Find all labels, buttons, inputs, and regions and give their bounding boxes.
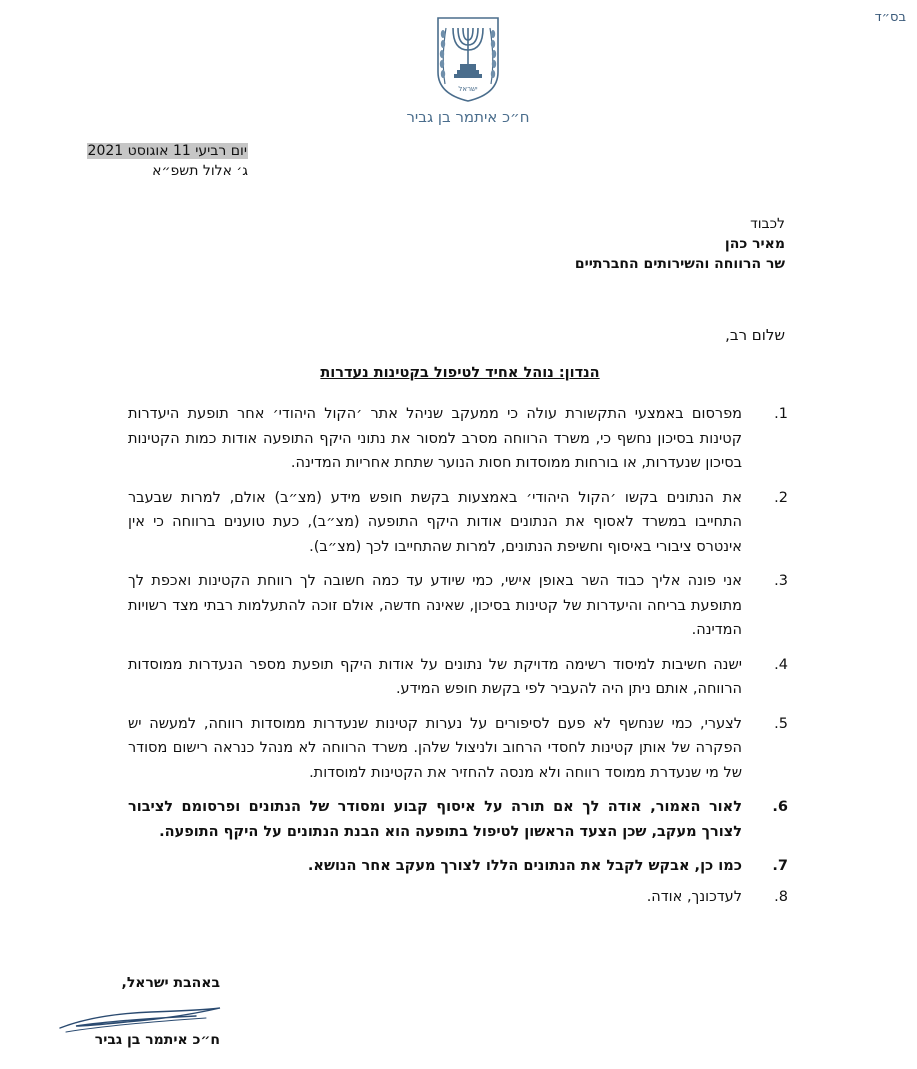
item-number: 8. — [774, 888, 788, 905]
item-text: ישנה חשיבות למיסוד רשימה מדויקת של נתונים על אודות היקף תופעת מספר הנעדרות ממוסדות הרווחה, אותם ניתן היה להעביר לפי בקשת חופש המידע. — [128, 656, 742, 697]
item-text: לצערי, כמי שנחשף לא פעם לסיפורים על נערות קטינות שנעדרות ממוסדות רווחה, למעשה יש הפקרה של אותן קטינות לחסדי הרחוב ולניצול שלהן. משרד הרווחה לא מנהל כנראה רישום מסודר של מי שנעדרת ממוסד רווחה ולא מנסה להחזיר את הקטינות למוסדות. — [128, 715, 742, 781]
item-text: כמו כן, אבקש לקבל את הנתונים הללו לצורך מעקב אחר הנושא. — [307, 858, 742, 874]
list-item — [128, 569, 788, 643]
list-item — [128, 653, 788, 702]
greeting: שלום רב, — [725, 326, 785, 344]
item-number: 7. — [772, 858, 788, 874]
menorah-emblem-icon — [432, 14, 504, 104]
date-gregorian: יום רביעי 11 אוגוסט 2021 — [87, 143, 247, 159]
date-block — [40, 141, 248, 181]
recipient-block — [185, 214, 785, 274]
item-text: לאור האמור, אודה לך אם תורה על איסוף קבוע ומסודר של הנתונים ופרסומם לציבור לצורך מעקב, שכן הצעד הראשון לטיפול בתופעה הוא הבנת הנתונים על היקף התופעה. — [128, 799, 742, 840]
item-number: 2. — [774, 489, 788, 506]
date-hebrew: ג׳ אלול תשפ״א — [152, 163, 248, 179]
item-text: את הנתונים בקשו ׳הקול היהודי׳ באמצעות בקשת חופש מידע (מצ״ב) אולם, למרות שבעבר התחייבו במשרד לאסוף את הנתונים אודות היקף התופעה (מצ״ב), כעת טוענים ברווחה כי אין אינטרס ציבורי באיסוף וחשיפת הנתונים, למרות שהתחייבו לכך (מצ״ב). — [128, 489, 742, 555]
recipient-name: מאיר כהן — [724, 236, 785, 252]
list-item — [128, 712, 788, 786]
item-text: אני פונה אליך כבוד השר באופן אישי, כמי שיודע עד כמה חשובה לך רווחת הקטינות ואכפת לך מתופעת בריחה והיעדרות של קטינות בסיכון, שאינה חדשה, אולם זוכה להתעלמות רבתי מצד רשויות המדינה. — [128, 573, 742, 638]
signer-name: ח״כ איתמר בן גביר — [94, 1032, 220, 1048]
item-text: מפרסום באמצעי התקשורת עולה כי ממעקב שניהל אתר ׳הקול היהודי׳ אחר תופעת היעדרות קטינות בסיכון נחשף כי, משרד הרווחה מסרב למסור את נתוני היקף התופעה אודות כמות הקטינות בסיכון שנעדרות, או בורחות ממוסדות חסות הנוער שתחת אחריות המדינה. — [128, 406, 742, 471]
item-number: 1. — [774, 406, 788, 422]
item-number: 5. — [774, 715, 788, 732]
recipient-salutation: לכבוד — [750, 216, 785, 232]
closing-sign-off: באהבת ישראל, — [121, 975, 220, 991]
item-number: 3. — [774, 573, 788, 589]
recipient-title: שר הרווחה והשירותים החברתיים — [574, 256, 785, 272]
item-number: 6. — [772, 799, 788, 815]
list-item — [128, 402, 788, 476]
item-text: לעדכונך, אודה. — [646, 888, 742, 905]
list-item — [128, 795, 788, 844]
item-number: 4. — [774, 656, 788, 673]
letter-items — [128, 402, 788, 915]
subject-line: הנדון: נוהל אחיד לטיפול בקטינות נעדרות — [320, 365, 600, 381]
list-item — [128, 854, 788, 879]
list-item — [128, 486, 788, 560]
list-item — [128, 885, 788, 910]
emblem-text: ישראל — [458, 85, 478, 93]
corner-mark: בס״ד — [874, 10, 906, 25]
letterhead-sender-name: ח״כ איתמר בן גביר — [406, 108, 530, 126]
